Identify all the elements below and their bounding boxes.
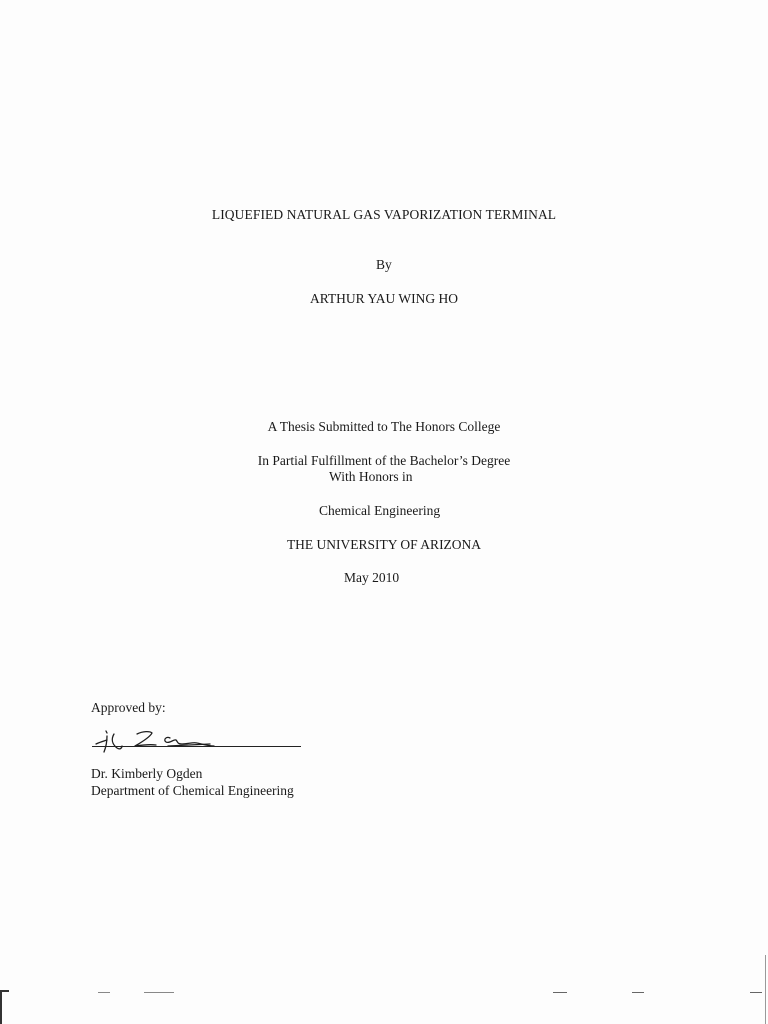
honors-statement: With Honors in <box>329 469 413 484</box>
scan-artifact-dash <box>98 992 110 993</box>
scan-artifact-dash <box>750 992 762 993</box>
signature-line <box>92 746 301 747</box>
advisor-name: Dr. Kimberly Ogden <box>91 766 203 781</box>
scan-artifact-bracket-foot <box>0 990 9 992</box>
by-label: By <box>376 257 392 272</box>
scan-artifact-edge <box>765 955 766 1024</box>
thesis-title: LIQUEFIED NATURAL GAS VAPORIZATION TERMINAL <box>211 207 557 222</box>
author-name: ARTHUR YAU WING HO <box>309 291 459 306</box>
handwritten-signature <box>90 722 250 756</box>
scan-artifact-dash <box>553 992 567 993</box>
submission-statement: A Thesis Submitted to The Honors College <box>267 419 501 434</box>
advisor-department: Department of Chemical Engineering <box>91 783 294 798</box>
scan-artifact-bracket <box>0 990 2 1024</box>
fulfillment-statement: In Partial Fulfillment of the Bachelor’s Degree <box>257 453 511 468</box>
scan-artifact-dash <box>632 992 644 993</box>
approved-by-label: Approved by: <box>91 700 166 715</box>
degree-program: Chemical Engineering <box>319 503 441 518</box>
scan-artifact-dash <box>144 992 174 993</box>
submission-date: May 2010 <box>344 570 400 585</box>
university-name: THE UNIVERSITY OF ARIZONA <box>286 537 482 552</box>
